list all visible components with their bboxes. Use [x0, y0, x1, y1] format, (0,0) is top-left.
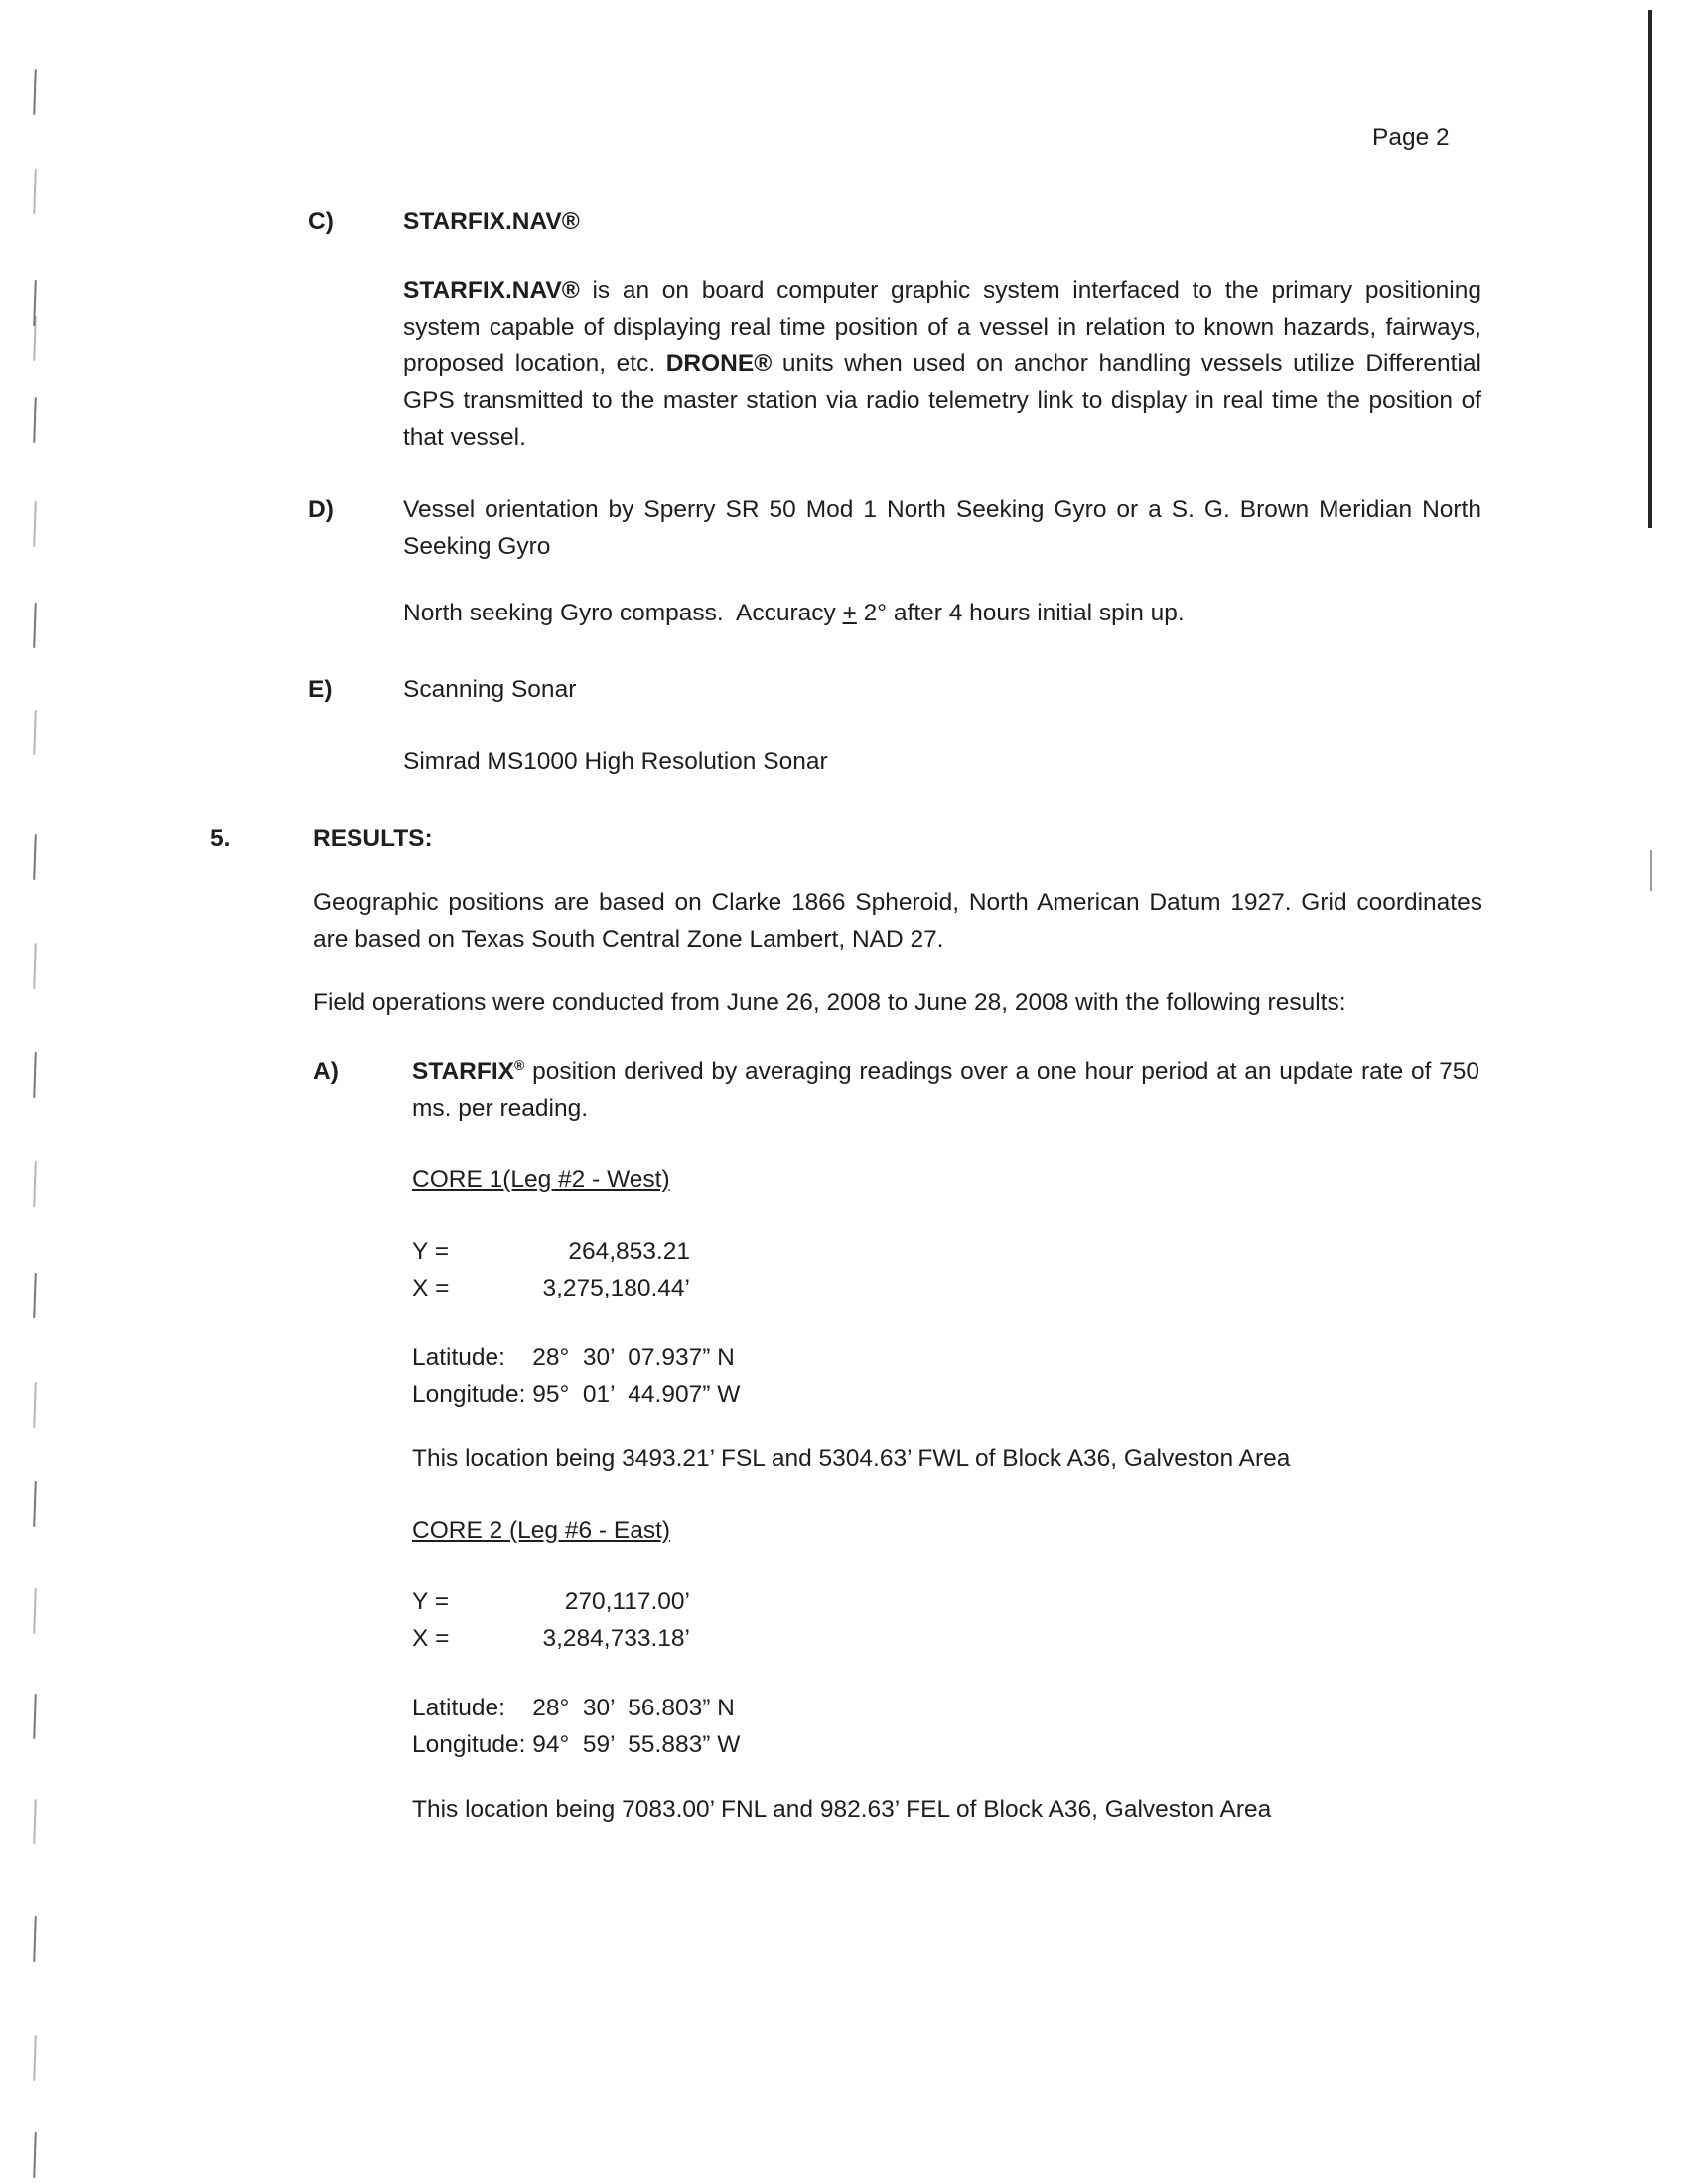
drone-bold-text: DRONE® [665, 350, 773, 377]
x-label: X = [412, 1275, 450, 1301]
core-1-longitude: Longitude: 95° 01’ 44.907” W [412, 1381, 741, 1408]
section-c-body [403, 204, 1481, 456]
scan-line-artifact [1650, 850, 1652, 891]
section-c-label: C) [308, 208, 334, 235]
section-e-body [403, 671, 1481, 780]
scan-artifact [33, 2035, 37, 2081]
plus-minus-symbol: + [842, 600, 857, 626]
core-2-latitude: Latitude: 28° 30’ 56.803” N [412, 1695, 735, 1721]
gyro-text-post: 2° after 4 hours initial spin up. [856, 600, 1185, 626]
geographic-positions-paragraph: Geographic positions are based on Clarke 1866 Spheroid, North American Datum 1927. Grid coordinates are based on Texas South Central Zone Lambert, NAD 27. [313, 889, 1482, 953]
core-1-y-coordinate [412, 1233, 1479, 1270]
scan-line-artifact [1648, 10, 1652, 528]
starfix-position-paragraph [412, 1053, 1479, 1127]
section-d-label: D) [308, 496, 334, 523]
section-e-label: E) [308, 676, 333, 703]
scan-artifact [33, 2132, 37, 2178]
core-2-x-coordinate [412, 1620, 1479, 1657]
core-2-location-line: This location being 7083.00’ FNL and 982.63’ FEL of Block A36, Galveston Area [412, 1796, 1272, 1823]
section-5-body [313, 820, 1482, 1828]
y-value: 264,853.21 [568, 1238, 690, 1265]
section-e [308, 671, 1688, 780]
core-1-heading: CORE 1(Leg #2 - West) [412, 1166, 670, 1193]
starfix-nav-bold-text: STARFIX.NAV® [403, 277, 580, 304]
section-5-results [211, 820, 1688, 1828]
starfix-position-text: position derived by averaging readings over a one hour period at an update rate of 750 ms. per reading. [412, 1058, 1479, 1122]
page-number: Page 2 [1372, 124, 1450, 151]
scanning-sonar-line: Scanning Sonar [403, 676, 577, 703]
section-c-paragraph [403, 272, 1481, 456]
section-c-text-1: is an on board computer graphic system interfaced to the primary positioning system capable of displaying real time position of a vessel in relation to known hazards, fairways, proposed location, etc. [403, 277, 1481, 377]
core-2-y-coordinate [412, 1583, 1479, 1620]
y-label: Y = [412, 1588, 450, 1615]
section-c-heading: STARFIX.NAV® [403, 208, 580, 235]
core-1-location-line: This location being 3493.21’ FSL and 5304.63’ FWL of Block A36, Galveston Area [412, 1445, 1291, 1472]
y-value: 270,117.00’ [564, 1588, 690, 1615]
gyro-text-pre: North seeking Gyro compass. Accuracy [403, 600, 843, 626]
vessel-orientation-paragraph: Vessel orientation by Sperry SR 50 Mod 1 North Seeking Gyro or a S. G. Brown Meridian North Seeking Gyro [403, 496, 1481, 560]
section-5-label: 5. [211, 825, 231, 852]
gyro-accuracy-line [403, 595, 1481, 631]
x-value: 3,284,733.18’ [542, 1625, 690, 1652]
core-1-latlon [412, 1339, 1479, 1413]
starfix-bold-text: STARFIX [412, 1058, 514, 1085]
scan-artifact [33, 1916, 37, 1962]
core-2-latlon [412, 1690, 1479, 1763]
field-operations-paragraph: Field operations were conducted from June 26, 2008 to June 28, 2008 with the following results: [313, 989, 1346, 1016]
subsection-a-body [412, 1053, 1479, 1828]
subsection-a-label: A) [313, 1058, 339, 1085]
section-c-text-2: units when used on anchor handling vessels utilize Differential GPS transmitted to the master station via radio telemetry link to display in real time the position of that vessel. [403, 350, 1481, 451]
simrad-sonar-line: Simrad MS1000 High Resolution Sonar [403, 749, 828, 775]
section-d-body [403, 491, 1481, 631]
x-value: 3,275,180.44’ [542, 1275, 690, 1301]
y-label: Y = [412, 1238, 450, 1265]
core-2-heading: CORE 2 (Leg #6 - East) [412, 1517, 671, 1544]
section-c [308, 204, 1688, 456]
core-1-x-coordinate [412, 1270, 1479, 1306]
subsection-a [313, 1053, 1482, 1828]
section-d [308, 491, 1688, 631]
core-1-latitude: Latitude: 28° 30’ 07.937” N [412, 1344, 735, 1371]
results-heading: RESULTS: [313, 825, 433, 852]
registered-trademark-symbol: ® [514, 1056, 525, 1073]
x-label: X = [412, 1625, 450, 1652]
core-2-longitude: Longitude: 94° 59’ 55.883” W [412, 1731, 741, 1758]
